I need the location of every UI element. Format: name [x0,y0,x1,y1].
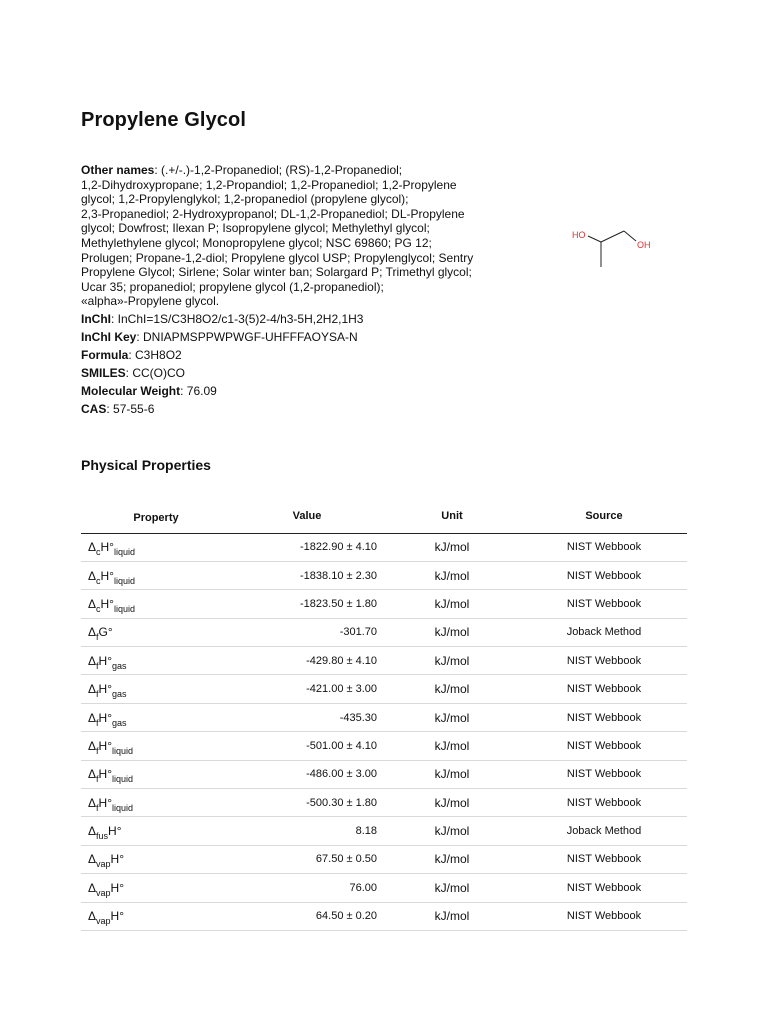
property-subscript: f [96,802,99,813]
value-cell: -421.00 ± 3.00 [231,675,383,703]
delta-symbol: Δ [88,682,97,697]
column-header: Unit [383,502,521,533]
property-cell [81,817,231,845]
bond-line [588,236,601,242]
unit-cell: kJ/mol [383,675,521,703]
delta-symbol: Δ [88,795,97,810]
property-subscript: fus [96,831,109,842]
source-cell: NIST Webbook [521,703,687,731]
table-row [81,732,687,760]
source-cell: NIST Webbook [521,845,687,873]
delta-symbol: Δ [88,824,97,839]
other-names: Other names: (.+/-.)-1,2-Propanediol; (RS)-1,2-Propanediol; 1,2-Dihydroxypropane; 1,2-Propandiol; 1,2-Propanediol; 1,2-Propylene glycol; 1,2-Propylenglykol; 1,2-propanediol (propylene glycol); 2,3-Propanediol; 2-Hydroxypropanol; DL-1,2-Propanediol; DL-Propylene glycol; Dowfrost; Ilexan P; Isopropylene glycol; Methylethyl glycol; Methylethylene glycol; Monopropylene glycol; NSC 69860; PG 12; Prolugen; Propane-1,2-diol; Propylene glycol USP; Propylenglycol; Sentry Propylene Glycol; Sirlene; Solar winter ban; Solargard P; Trimethyl glycol; Ucar 35; propanediol; propylene glycol (1,2-propanediol); «alpha»-Propylene glycol. [81,163,474,309]
delta-symbol: Δ [88,540,97,555]
delta-symbol: Δ [88,909,97,924]
property-state: liquid [113,575,135,586]
source-cell: NIST Webbook [521,533,687,561]
value-cell: 8.18 [231,817,383,845]
table-row [81,647,687,675]
bond-line [624,231,636,241]
field-label: InChI Key [81,330,137,345]
property-subscript: vap [96,859,111,870]
other-names-line: «alpha»-Propylene glycol. [81,294,220,309]
other-names-line: Prolugen; Propane-1,2-diol; Propylene glycol USP; Propylenglycol; Sentry [81,250,474,265]
table-row [81,590,687,618]
property-subscript: f [96,660,99,671]
value-cell: 64.50 ± 0.20 [231,902,383,930]
property-symbol: H° [108,824,122,839]
value-cell: -1838.10 ± 2.30 [231,561,383,589]
field-label: InChI [81,312,111,327]
property-symbol: H° [98,767,112,782]
unit-cell: kJ/mol [383,647,521,675]
property-symbol: H° [98,682,112,697]
value-cell: -486.00 ± 3.00 [231,760,383,788]
atom-label-ho: HO [572,230,586,240]
property-cell [81,647,231,675]
property-state: liquid [113,547,135,558]
atom-label-oh: OH [637,240,651,250]
unit-cell: kJ/mol [383,703,521,731]
property-cell [81,590,231,618]
table-row [81,817,687,845]
page-title: Propylene Glycol [81,109,246,131]
property-state: gas [112,660,127,671]
property-subscript: f [96,717,99,728]
property-symbol: H° [110,880,124,895]
property-cell [81,561,231,589]
property-subscript: c [96,603,101,614]
molecule-structure-diagram [566,222,658,272]
property-symbol: H° [98,795,112,810]
other-names-line: Methylethylene glycol; Monopropylene glycol; NSC 69860; PG 12; [81,235,432,250]
property-subscript: c [96,575,101,586]
field-label: Formula [81,348,129,363]
other-names-line: (.+/-.)-1,2-Propanediol; (RS)-1,2-Propanediol; [161,163,403,177]
property-cell [81,675,231,703]
other-names-line: Ucar 35; propanediol; propylene glycol (1,2-propanediol); [81,279,384,294]
property-cell [81,789,231,817]
field-label: Molecular Weight [81,384,181,399]
property-symbol: G° [98,625,113,640]
property-cell [81,902,231,930]
delta-symbol: Δ [88,880,97,895]
field-value: DNIAPMSPPWPWGF-UHFFFAOYSA-N [143,330,358,345]
source-cell: Joback Method [521,817,687,845]
property-subscript: f [96,774,99,785]
physical-properties-table [81,502,687,931]
field-value: InChI=1S/C3H8O2/c1-3(5)2-4/h3-5H,2H2,1H3 [117,312,364,327]
unit-cell: kJ/mol [383,845,521,873]
inchi-field: InChI: InChI=1S/C3H8O2/c1-3(5)2-4/h3-5H,2H2,1H3 [81,312,364,327]
unit-cell: kJ/mol [383,789,521,817]
property-subscript: f [96,632,99,643]
source-cell: NIST Webbook [521,760,687,788]
property-state: liquid [112,802,134,813]
property-symbol: H° [100,540,114,555]
property-subscript: vap [96,887,111,898]
unit-cell: kJ/mol [383,874,521,902]
delta-symbol: Δ [88,568,97,583]
property-symbol: H° [100,568,114,583]
property-state: liquid [112,745,134,756]
value-cell: -1822.90 ± 4.10 [231,533,383,561]
other-names-line: glycol; Dowfrost; Ilexan P; Isopropylene glycol; Methylethyl glycol; [81,221,430,236]
property-state: liquid [113,603,135,614]
value-cell: -1823.50 ± 1.80 [231,590,383,618]
property-cell [81,760,231,788]
source-cell: NIST Webbook [521,590,687,618]
delta-symbol: Δ [88,625,97,640]
property-cell [81,845,231,873]
value-cell: 76.00 [231,874,383,902]
source-cell: NIST Webbook [521,561,687,589]
smiles-field: SMILES: CC(O)CO [81,366,186,381]
property-symbol: H° [110,909,124,924]
table-row [81,845,687,873]
unit-cell: kJ/mol [383,817,521,845]
section-title: Physical Properties [81,457,211,473]
source-cell: NIST Webbook [521,874,687,902]
source-cell: NIST Webbook [521,732,687,760]
table-row [81,618,687,646]
unit-cell: kJ/mol [383,902,521,930]
value-cell: -429.80 ± 4.10 [231,647,383,675]
other-names-line: Propylene Glycol; Sirlene; Solar winter ban; Solargard P; Trimethyl glycol; [81,265,472,280]
property-cell [81,732,231,760]
property-subscript: c [96,547,101,558]
delta-symbol: Δ [88,852,97,867]
source-cell: NIST Webbook [521,789,687,817]
property-state: liquid [112,774,134,785]
source-cell: NIST Webbook [521,647,687,675]
unit-cell: kJ/mol [383,760,521,788]
field-value: C3H8O2 [135,348,182,363]
value-cell: 67.50 ± 0.50 [231,845,383,873]
unit-cell: kJ/mol [383,561,521,589]
property-symbol: H° [98,710,112,725]
table-row [81,533,687,561]
property-symbol: H° [110,852,124,867]
table-row [81,561,687,589]
table-row [81,874,687,902]
column-header: Property [81,502,231,533]
field-value: 76.09 [186,384,217,399]
table-row [81,789,687,817]
delta-symbol: Δ [88,738,97,753]
field-label: CAS [81,402,107,417]
property-state: gas [112,689,127,700]
delta-symbol: Δ [88,710,97,725]
delta-symbol: Δ [88,653,97,668]
property-cell [81,703,231,731]
value-cell: -501.00 ± 4.10 [231,732,383,760]
table-row [81,703,687,731]
property-cell [81,874,231,902]
value-cell: -500.30 ± 1.80 [231,789,383,817]
other-names-line: glycol; 1,2-Propylenglykol; 1,2-propanediol (propylene glycol); [81,192,409,207]
property-subscript: f [96,689,99,700]
compound-info [81,163,517,420]
molecular-weight-field: Molecular Weight: 76.09 [81,384,217,399]
value-cell: -301.70 [231,618,383,646]
inchi-key-field: InChI Key: DNIAPMSPPWPWGF-UHFFFAOYSA-N [81,330,358,345]
table-row [81,675,687,703]
bond-line [601,231,624,242]
table-header-row [81,502,687,533]
property-symbol: H° [98,738,112,753]
unit-cell: kJ/mol [383,618,521,646]
other-names-label: Other names [81,163,155,177]
cas-field: CAS: 57-55-6 [81,402,155,417]
property-symbol: H° [98,653,112,668]
source-cell: NIST Webbook [521,675,687,703]
table-row [81,760,687,788]
field-value: 57-55-6 [113,402,155,417]
other-names-line: 1,2-Dihydroxypropane; 1,2-Propandiol; 1,2-Propanediol; 1,2-Propylene [81,177,457,192]
formula-field: Formula: C3H8O2 [81,348,182,363]
unit-cell: kJ/mol [383,590,521,618]
property-symbol: H° [100,596,114,611]
source-cell: Joback Method [521,618,687,646]
delta-symbol: Δ [88,596,97,611]
delta-symbol: Δ [88,767,97,782]
property-subscript: f [96,745,99,756]
column-header: Value [231,502,383,533]
property-cell [81,533,231,561]
field-value: CC(O)CO [132,366,186,381]
property-cell [81,618,231,646]
property-subscript: vap [96,916,111,927]
property-state: gas [112,717,127,728]
column-header: Source [521,502,687,533]
unit-cell: kJ/mol [383,533,521,561]
field-label: SMILES [81,366,126,381]
source-cell: NIST Webbook [521,902,687,930]
value-cell: -435.30 [231,703,383,731]
table-row [81,902,687,930]
unit-cell: kJ/mol [383,732,521,760]
other-names-line: 2,3-Propanediol; 2-Hydroxypropanol; DL-1,2-Propanediol; DL-Propylene [81,206,465,221]
